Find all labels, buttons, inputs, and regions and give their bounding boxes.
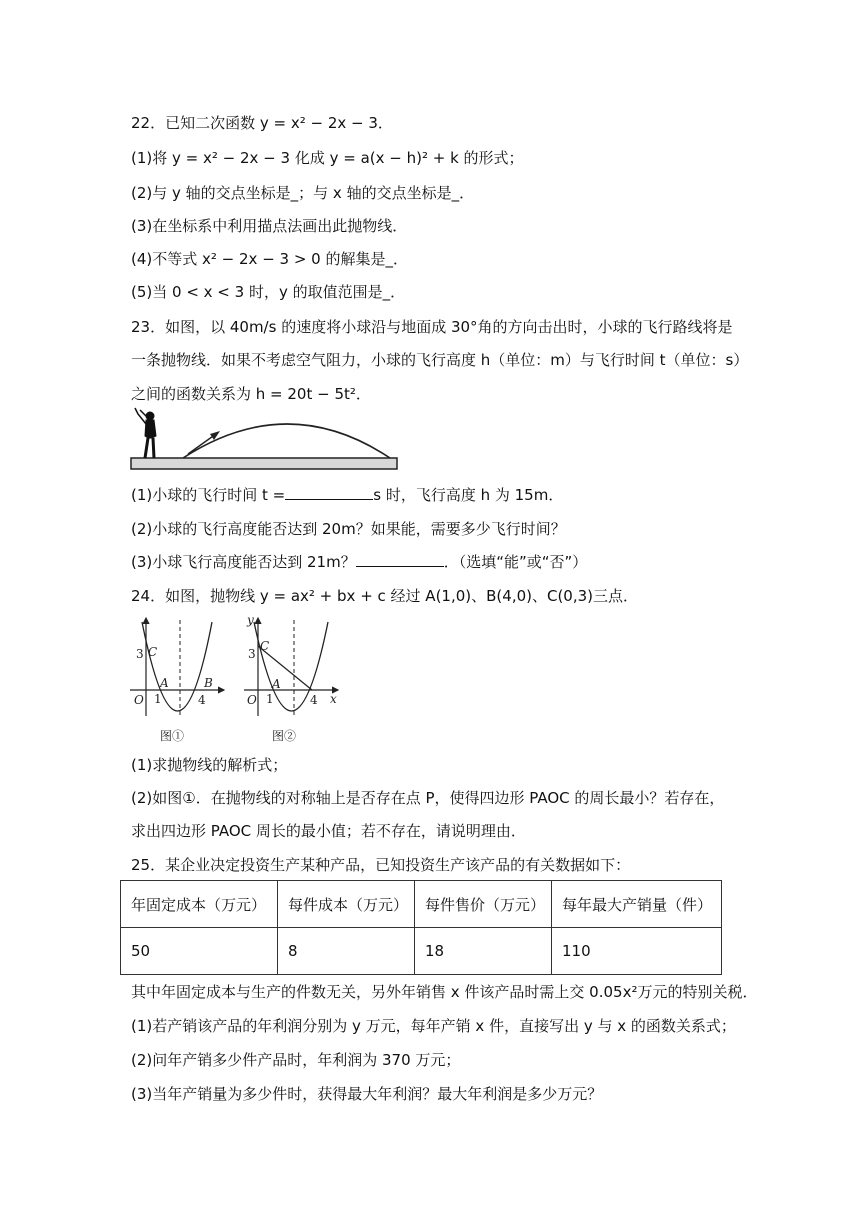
fig1-caption: 图① <box>160 729 185 743</box>
table-header-cell: 年固定成本（万元） <box>121 881 278 928</box>
q24-part1: (1)求抛物线的解析式； <box>131 756 288 774</box>
table-header-cell: 每件售价（万元） <box>415 881 552 928</box>
q23-stem-line3: 之间的函数关系为 h = 20t − 5t²． <box>131 385 371 403</box>
table-cell: 8 <box>278 928 415 975</box>
table-header-row <box>121 881 722 928</box>
fig1-label-O: O <box>134 693 144 707</box>
q23-part3-prefix: (3)小球飞行高度能否达到 21m？ <box>131 553 356 571</box>
golfer-icon <box>135 408 156 458</box>
fig2-label-1: 1 <box>266 692 274 706</box>
golfer-trajectory-figure <box>128 406 404 472</box>
fig1-label-C: C <box>148 645 158 659</box>
trajectory-arc <box>183 424 390 458</box>
q23-part3 <box>131 551 587 573</box>
q23-part3-suffix: ．（选填“能”或“否”） <box>443 553 588 571</box>
fig2-label-3: 3 <box>248 647 256 661</box>
q24-stem: 24．如图，抛物线 y = ax² + bx + c 经过 A(1,0)、B(4,0)、C(0,3)三点． <box>131 587 639 605</box>
q24-part2-line2: 求出四边形 PAOC 周长的最小值；若不存在，请说明理由． <box>131 822 526 840</box>
q22-part2: (2)与 y 轴的交点坐标是_；与 x 轴的交点坐标是_． <box>131 184 475 202</box>
table-cell: 18 <box>415 928 552 975</box>
figure-1 <box>130 618 224 743</box>
q25-stem: 25．某企业决定投资生产某种产品，已知投资生产该产品的有关数据如下： <box>131 856 631 874</box>
q22-stem: 22．已知二次函数 y = x² − 2x − 3． <box>131 114 393 132</box>
fig1-label-4: 4 <box>198 693 206 707</box>
q23-part1-suffix: s 时，飞行高度 h 为 15m． <box>373 486 564 504</box>
q23-part3-answer-blank[interactable] <box>356 552 444 567</box>
fig2-label-C: C <box>260 639 270 653</box>
fig2-label-O: O <box>247 693 257 707</box>
fig2-label-4: 4 <box>310 693 318 707</box>
q22-part5: (5)当 0 < x < 3 时，y 的取值范围是_． <box>131 283 406 301</box>
launch-arrow <box>188 434 216 454</box>
fig1-label-B: B <box>204 676 213 690</box>
q23-part1 <box>131 484 563 506</box>
fig2-caption: 图② <box>272 729 297 743</box>
q25-part3: (3)当年产销量为多少件时，获得最大年利润？最大年利润是多少万元？ <box>131 1085 603 1103</box>
q22-part4: (4)不等式 x² − 2x − 3 > 0 的解集是_． <box>131 250 408 268</box>
table-cell: 110 <box>552 928 722 975</box>
q23-stem-line2: 一条抛物线．如果不考虑空气阻力，小球的飞行高度 h（单位：m）与飞行时间 t（单位：s） <box>131 351 749 369</box>
fig2-label-A: A <box>272 677 281 691</box>
table-cell: 50 <box>121 928 278 975</box>
table-header-cell: 每件成本（万元） <box>278 881 415 928</box>
q22-part3: (3)在坐标系中利用描点法画出此抛物线． <box>131 217 408 235</box>
fig2-label-x: x <box>330 692 337 706</box>
q25-data-table <box>120 880 722 975</box>
q23-stem-line1: 23．如图，以 40m/s 的速度将小球沿与地面成 30°角的方向击出时，小球的飞行路线将是 <box>131 318 733 336</box>
fig1-label-1: 1 <box>154 692 162 706</box>
fig1-label-3: 3 <box>136 647 144 661</box>
q25-part1: (1)若产销该产品的年利润分别为 y 万元，每年产销 x 件，直接写出 y 与 x 的函数关系式； <box>131 1017 736 1035</box>
parabola-figures <box>126 612 350 748</box>
q25-note: 其中年固定成本与生产的件数无关，另外年销售 x 件该产品时需上交 0.05x²万元的特别关税． <box>131 983 758 1001</box>
table-header-cell: 每年最大产销量（件） <box>552 881 722 928</box>
q25-part2: (2)问年产销多少件产品时，年利润为 370 万元； <box>131 1051 461 1069</box>
table-row <box>121 928 722 975</box>
ground-bar <box>131 458 397 469</box>
q22-part1: (1)将 y = x² − 2x − 3 化成 y = a(x − h)² + k 的形式； <box>131 149 524 167</box>
figure-2 <box>244 613 338 743</box>
fig1-label-A: A <box>160 676 169 690</box>
fig2-label-y: y <box>247 613 254 627</box>
q23-part2: (2)小球的飞行高度能否达到 20m？如果能，需要多少飞行时间？ <box>131 520 566 538</box>
q23-part1-answer-blank[interactable] <box>285 485 373 500</box>
q24-part2-line1: (2)如图①．在抛物线的对称轴上是否存在点 P，使得四边形 PAOC 的周长最小？若存在， <box>131 789 725 807</box>
q23-part1-prefix: (1)小球的飞行时间 t = <box>131 486 286 504</box>
